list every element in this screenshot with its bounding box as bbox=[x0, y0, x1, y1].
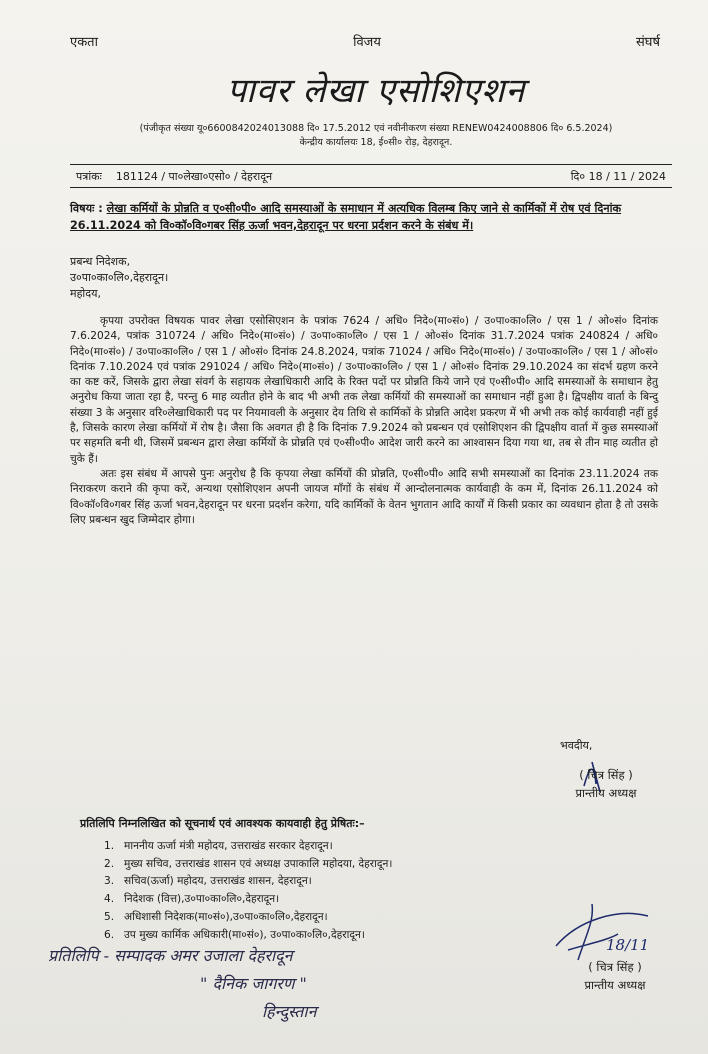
signatory-title: प्रान्तीय अध्यक्ष bbox=[575, 786, 637, 800]
copy-heading: प्रतिलिपि निम्नलिखित को सूचनार्थ एवं आवश्यक कायवाही हेतु प्रेषितः:– bbox=[80, 817, 365, 830]
reference bbox=[76, 169, 272, 184]
list-item: 4. निदेशक (वित्त),उ०पा०का०लि०,देहरादून। bbox=[104, 893, 280, 906]
handwritten-copy-line-3: हिन्दुस्तान bbox=[262, 1002, 317, 1021]
office-address: केन्द्रीय कार्यालयः 18, ई०सी० रोड़, देहरादून. bbox=[299, 137, 453, 148]
reference-label: पत्रांकः bbox=[76, 170, 102, 183]
signature-block-2 bbox=[560, 958, 670, 994]
list-item: 5. अधिशासी निदेशक(मा०सं०),उ०पा०का०लि०,देहरादून। bbox=[104, 910, 328, 923]
list-item: 6. उप मुख्य कार्मिक अधिकारी(मा०सं०), उ०पा०का०लि०,देहरादून। bbox=[104, 928, 365, 941]
list-item: 1. माननीय ऊर्जा मंत्री महोदय, उत्तराखंड सरकार देहरादून। bbox=[104, 840, 333, 852]
registration-line: (पंजीकृत संख्या यू०6600842024013088 दि० 17.5.2012 एवं नवीनीकरण संख्या RENEW0424008806 दि० 6.5.2024) bbox=[139, 123, 613, 134]
reference-number: 181124 / पा०लेखा०एसो० / देहरादून bbox=[115, 170, 273, 183]
addressee-line: उ०पा०का०लि०,देहरादून। bbox=[70, 271, 169, 284]
handwritten-date: 18/11 bbox=[606, 936, 650, 954]
signatory-name: ( चित्र सिंह ) bbox=[579, 768, 633, 782]
motto-victory: विजय bbox=[353, 35, 381, 50]
motto-struggle: संघर्ष bbox=[635, 35, 660, 50]
signatory-name: ( चित्र सिंह ) bbox=[588, 960, 642, 974]
addressee-line: प्रबन्ध निदेशक, bbox=[70, 255, 131, 268]
subject bbox=[70, 200, 682, 234]
addressee bbox=[70, 254, 682, 302]
copy-list bbox=[104, 838, 392, 944]
subject-text: लेखा कर्मियों के प्रोन्नति व ए०सी०पी० आदि समस्याओं के समाधान में अत्यधिक विलम्ब किए जाने से कार्मिकों में रोष एवं दिनांक 26.11.2024 को वि०कॉ०वि०गबर सिंह ऊर्जा भवन,देहरादून पर धरना प्रर्दशन करने के संबंध में। bbox=[70, 202, 622, 232]
motto-unity: एकता bbox=[70, 35, 98, 50]
subject-label: विषयः : bbox=[70, 202, 103, 215]
signature-block-1 bbox=[556, 766, 656, 802]
salutation: महोदय, bbox=[70, 287, 101, 300]
handwritten-copy-line-1: प्रतिलिपि - सम्पादक अमर उजाला देहरादून bbox=[48, 946, 293, 965]
letter-body bbox=[70, 314, 658, 528]
handwritten-copy-line-2: " दैनिक जागरण " bbox=[200, 974, 307, 993]
list-item: 2. मुख्य सचिव, उत्तराखंड शासन एवं अध्यक्ष उपाकालि महोदया, देहरादून। bbox=[104, 857, 393, 870]
motto-row bbox=[70, 32, 660, 50]
letter-date: दि० 18 / 11 / 2024 bbox=[570, 170, 666, 183]
list-item: 3. सचिव(ऊर्जा) महोदय, उत्तराखंड शासन, देहरादून। bbox=[104, 875, 312, 888]
reference-row bbox=[70, 164, 672, 188]
body-paragraph-1: कृपया उपरोक्त विषयक पावर लेखा एसोसिएशन के पत्रांक 7624 / अधि० निदे०(मा०सं०) / उ०पा०का०लि० / एस 1 / ओ०सं० दिनांक 7.6.2024, पत्रांक 310724 / अधि० निदे०(मा०सं०) / उ०पा०का०लि० / एस 1 / ओ०सं० दिनांक 31.7.2024 पत्रांक 240824 / अधि० निदे०(मा०सं०) / उ०पा०का०लि० / एस 1 / ओ०सं० दिनांक 24.8.2024, पत्रांक 71024 / अधि० निदे०(मा०सं०) / उ०पा०का०लि० / एस 1 / ओ०सं० दिनांक 7.10.2024 एवं पत्रांक 291024 / अधि० निदे०(मा०सं०) / उ०पा०का०लि० / एस 1 / ओ०सं० दिनांक 29.10.2024 का संदर्भ ग्रहण करने का कष्ट करें, जिसके द्वारा लेखा संवर्ग के सहायक लेखाधिकारी आदि के रिक्त पदों पर प्रोन्नति किये जाने एवं ए०सी०पी० आदि समस्याओं के समाधान हेतु अनुरोध किया जाता रहा है, परन्तु 6 माह व्यतीत होने के बाद भी अभी तक लेखा कर्मियों की समस्याओं का समाधान नहीं हुआ है। द्विपक्षीय वार्ता के बिन्दु संख्या 3 के अनुसार वरि०लेखाधिकारी पद पर नियमावली के अनुसार देय तिथि से कार्मिकों के प्रोन्नति आदेश प्रकरण में भी अभी तक कोई कार्यवाही नहीं हुई है, जिसके कारण लेखा कर्मियों में रोष है। जैसा कि अवगत ही है कि दिनांक 7.9.2024 को प्रबन्धन एवं एसोशिएशन की द्विपक्षीय वार्ता में कुछ समस्याओं पर सहमति बनी थी, जिसमें प्रबन्धन द्वारा लेखा कर्मियों के प्रोन्नति एवं ए०सी०पी० आदेश जारी करने का आश्वासन दिया गया था, तब से तीन माह व्यतीत हो चुके हैं। bbox=[70, 315, 658, 465]
signoff: भवदीय, bbox=[560, 739, 593, 752]
body-paragraph-2: अतः इस संबंध में आपसे पुनः अनुरोध है कि कृपया लेखा कर्मियों की प्रोन्नति, ए०सी०पी० आदि सभी समस्याओं का दिनांक 23.11.2024 तक निराकरण कराने की कृपा करें, अन्यथा एसोशिएशन अपनी जायज मॉंगों के संबंध में आन्दोलनात्मक कार्यवाही के कम में, दिनांक 26.11.2024 को वि०कॉ०वि०गबर सिंह ऊर्जा भवन,देहरादून पर धरना प्रदर्शन करेगा, यदि कार्मिकों के वेतन भुगतान आदि कार्यों में किसी प्रकार का व्यवधान होता है तो उसके लिए प्रबन्धन खुद जिम्मेदार होगा। bbox=[70, 467, 658, 526]
organization-name: पावर लेखा एसोशिएशन bbox=[226, 71, 526, 111]
signatory-title: प्रान्तीय अध्यक्ष bbox=[584, 978, 646, 992]
